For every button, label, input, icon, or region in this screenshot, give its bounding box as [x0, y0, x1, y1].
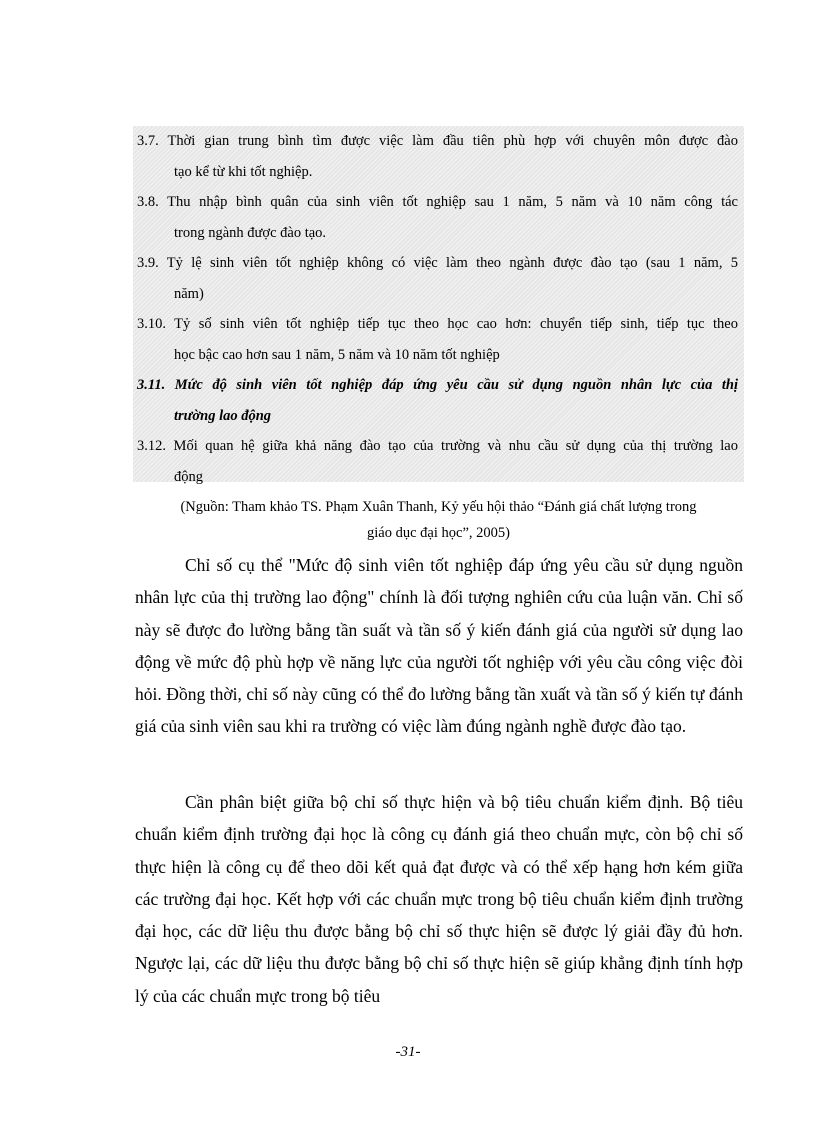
indicator-3-12 [137, 431, 738, 493]
indicator-line1: 3.7. Thời gian trung bình tìm được việc làm đầu tiên phù hợp với chuyên môn được đào [137, 133, 738, 149]
indicator-line1: 3.9. Tỷ lệ sinh viên tốt nghiệp không có việc làm theo ngành được đào tạo (sau 1 năm, 5 [137, 255, 738, 271]
paragraph-text: Cần phân biệt giữa bộ chỉ số thực hiện và bộ tiêu chuẩn kiểm định. Bộ tiêu chuẩn kiểm định trường đại học là công cụ đánh giá theo chuẩn mực, còn bộ chỉ số thực hiện là công cụ để theo dõi kết quả đạt được và có thể xếp hạng hơn kém giữa các trường đại học. Kết hợp với các chuẩn mực trong bộ tiêu chuẩn kiểm định trường đại học, các dữ liệu thu được bằng bộ chỉ số thực hiện sẽ được lý giải đầy đủ hơn. Ngược lại, các dữ liệu thu được bằng bộ chỉ số thực hiện sẽ giúp khẳng định tính hợp lý của các chuẩn mực trong bộ tiêu [135, 792, 743, 1006]
indicator-3-10 [137, 309, 738, 371]
source-line-1: (Nguồn: Tham khảo TS. Phạm Xuân Thanh, Kỷ yếu hội thảo “Đánh giá chất lượng trong [180, 499, 697, 515]
indicator-3-8 [137, 187, 738, 249]
indicator-line2: động [174, 469, 203, 485]
indicator-list-box [133, 126, 744, 485]
indicator-line2: trường lao động [174, 408, 272, 424]
indicator-line2: trong ngành được đào tạo. [174, 225, 327, 241]
source-line-2: giáo dục đại học”, 2005) [367, 525, 510, 541]
indicator-3-11 [137, 370, 738, 432]
body-paragraph-2 [135, 786, 743, 1012]
indicator-line1: 3.12. Mối quan hệ giữa khả năng đào tạo của trường và nhu cầu sử dụng của thị trường lao [137, 438, 738, 454]
indicator-3-7 [137, 126, 738, 188]
page-number: -31- [395, 1044, 421, 1060]
indicator-line1: 3.11. Mức độ sinh viên tốt nghiệp đáp ứng yêu cầu sử dụng nguồn nhân lực của thị [137, 377, 738, 393]
source-citation [133, 494, 744, 546]
indicator-line2: năm) [174, 286, 204, 302]
paragraph-text: Chỉ số cụ thể "Mức độ sinh viên tốt nghiệp đáp ứng yêu cầu sử dụng nguồn nhân lực của thị trường lao động" chính là đối tượng nghiên cứu của luận văn. Chỉ số này sẽ được đo lường bằng tần suất và tần số ý kiến đánh giá của người sử dụng lao động về mức độ phù hợp về năng lực của người tốt nghiệp với yêu cầu công việc đòi hỏi. Đồng thời, chỉ số này cũng có thể đo lường bằng tần xuất và tần số ý kiến tự đánh giá của sinh viên sau khi ra trường có việc làm đúng ngành nghề được đào tạo. [135, 555, 743, 737]
indicator-line1: 3.10. Tỷ số sinh viên tốt nghiệp tiếp tục theo học cao hơn: chuyển tiếp sinh, tiếp tục theo [137, 316, 738, 332]
body-paragraph-1 [135, 549, 743, 743]
indicator-line2: học bậc cao hơn sau 1 năm, 5 năm và 10 năm tốt nghiệp [174, 347, 500, 363]
indicator-line1: 3.8. Thu nhập bình quân của sinh viên tốt nghiệp sau 1 năm, 5 năm và 10 năm công tác [137, 194, 738, 210]
indicator-3-9 [137, 248, 738, 310]
indicator-line2: tạo kể từ khi tốt nghiệp. [174, 164, 313, 180]
